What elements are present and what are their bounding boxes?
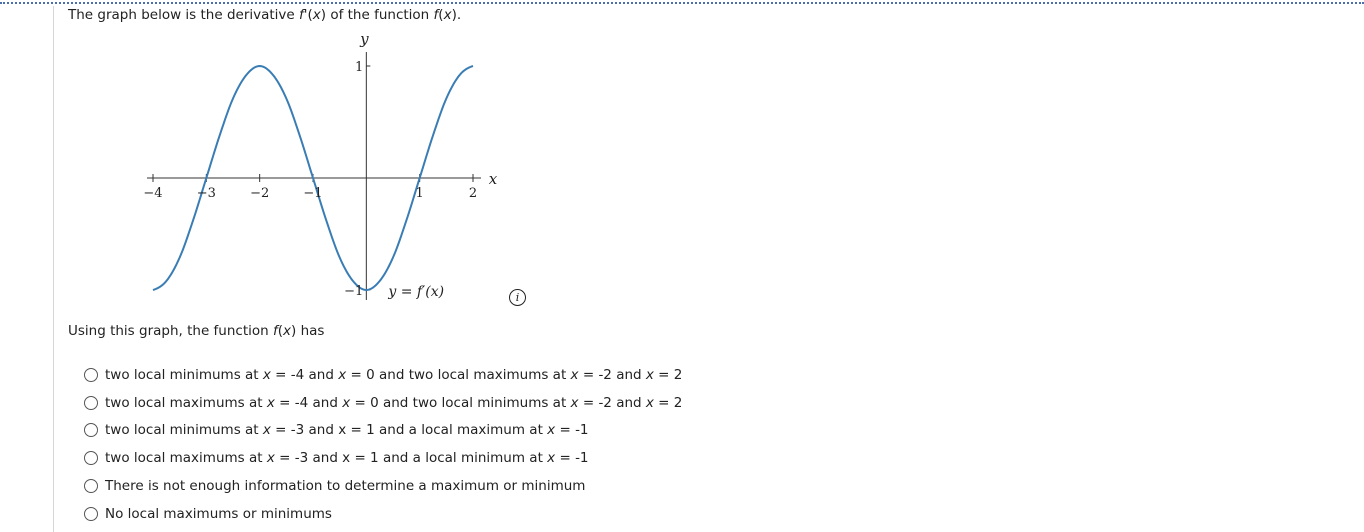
y-axis-label: y (360, 30, 369, 48)
question-part: f (273, 323, 278, 339)
left-margin-rule (53, 6, 54, 532)
intro-part: x (443, 7, 452, 23)
answer-choices (84, 361, 682, 528)
choice-label: two local minimums at x = -3 and x = 1 and a local maximum at x = -1 (105, 422, 589, 439)
x-tick-label: 1 (415, 186, 424, 201)
question-part: x (283, 323, 292, 339)
choice-label: two local maximums at x = -4 and x = 0 and two local minimums at x = -2 and x = 2 (105, 394, 683, 411)
answer-choice-2[interactable] (84, 389, 682, 417)
intro-part: ). (451, 7, 462, 23)
radio-button[interactable] (84, 368, 98, 382)
radio-button[interactable] (84, 451, 98, 465)
answer-choice-3[interactable] (84, 417, 682, 445)
intro-part: The graph below is the derivative (68, 7, 300, 23)
curve-label: y = f′(x) (388, 284, 445, 300)
axes (147, 52, 481, 300)
radio-button[interactable] (84, 507, 98, 521)
radio-button[interactable] (84, 423, 98, 437)
choice-label: two local maximums at x = -3 and x = 1 and a local minimum at x = -1 (105, 450, 589, 467)
top-dotted-border (0, 2, 1364, 4)
x-tick-label: −2 (250, 186, 270, 201)
intro-part: ( (438, 7, 444, 23)
y-tick-label: 1 (355, 60, 364, 75)
answer-choice-6[interactable] (84, 500, 682, 528)
intro-part: x (312, 7, 321, 23)
radio-button[interactable] (84, 479, 98, 493)
question-part: Using this graph, the function (68, 323, 273, 339)
answer-choice-1[interactable] (84, 361, 682, 389)
x-tick-label: −4 (143, 186, 163, 201)
radio-button[interactable] (84, 396, 98, 410)
answer-choice-5[interactable] (84, 472, 682, 500)
answer-choice-4[interactable] (84, 444, 682, 472)
intro-part: ( (307, 7, 313, 23)
x-tick-label: −3 (196, 186, 216, 201)
intro-part: ) of the function (320, 7, 434, 23)
labels (143, 30, 497, 300)
info-icon[interactable]: i (509, 289, 526, 306)
x-tick-label: 2 (468, 186, 478, 201)
question-part: ( (277, 323, 284, 339)
intro-part: f' (299, 7, 308, 23)
question-text (68, 323, 324, 339)
derivative-graph (130, 26, 510, 312)
x-axis-label: x (488, 170, 498, 188)
question-part: ) has (291, 323, 325, 339)
y-tick-label: −1 (344, 284, 364, 299)
x-tick-label: −1 (303, 186, 323, 201)
choice-label: There is not enough information to determine a maximum or minimum (105, 478, 586, 495)
choice-label: two local minimums at x = -4 and x = 0 and two local maximums at x = -2 and x = 2 (105, 366, 683, 383)
intro-part: f (433, 7, 439, 23)
intro-text (68, 7, 461, 23)
choice-label: No local maximums or minimums (105, 505, 332, 522)
